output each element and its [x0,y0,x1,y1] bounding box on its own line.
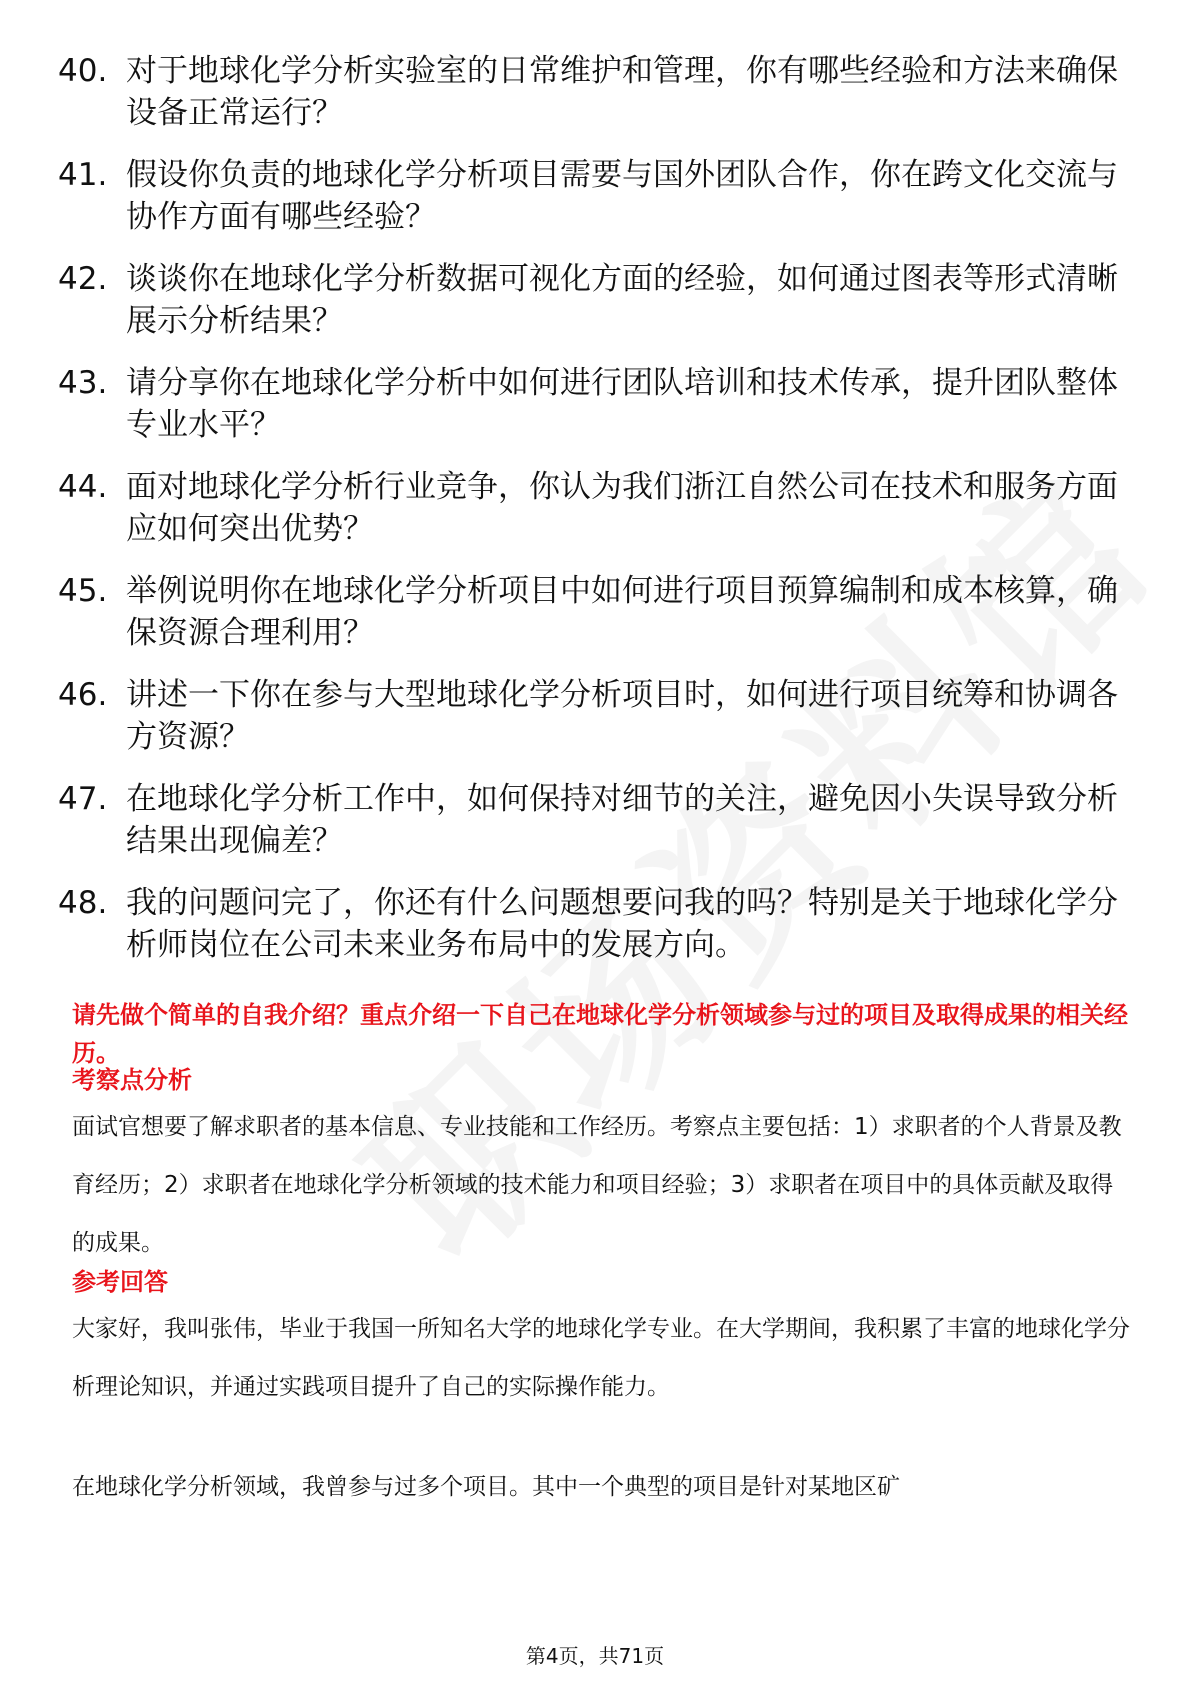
question-number: 43. [58,365,108,401]
list-item [58,362,1138,446]
list-item [58,258,1138,342]
question-list [58,50,1138,986]
list-item [58,570,1138,654]
analysis-title: 考察点分析 [72,1066,192,1094]
question-text: 在地球化学分析工作中，如何保持对细节的关注，避免因小失误导致分析结果出现偏差？ [126,781,1118,859]
question-number: 44. [58,469,108,505]
question-text: 谈谈你在地球化学分析数据可视化方面的经验，如何通过图表等形式清晰展示分析结果？ [126,261,1118,339]
question-number: 40. [58,53,108,89]
list-item [58,466,1138,550]
list-item [58,778,1138,862]
question-text: 讲述一下你在参与大型地球化学分析项目时，如何进行项目统筹和协调各方资源？ [126,677,1118,755]
list-item [58,154,1138,238]
question-number: 45. [58,573,108,609]
question-text: 请分享你在地球化学分析中如何进行团队培训和技术传承，提升团队整体专业水平？ [126,365,1118,443]
question-number: 47. [58,781,108,817]
question-text: 我的问题问完了，你还有什么问题想要问我的吗？特别是关于地球化学分析师岗位在公司未来业务布局中的发展方向。 [126,885,1118,963]
question-text: 假设你负责的地球化学分析项目需要与国外团队合作，你在跨文化交流与协作方面有哪些经验？ [126,157,1118,235]
question-number: 48. [58,885,108,921]
reference-title: 参考回答 [72,1268,168,1296]
question-number: 46. [58,677,108,713]
highlight-question: 请先做个简单的自我介绍？重点介绍一下自己在地球化学分析领域参与过的项目及取得成果的相关经历。 [72,1001,1128,1067]
page-footer: 第4页，共71页 [525,1644,665,1668]
list-item [58,674,1138,758]
analysis-body: 面试官想要了解求职者的基本信息、专业技能和工作经历。考察点主要包括：1）求职者的个人背景及教育经历；2）求职者在地球化学分析领域的技术能力和项目经验；3）求职者在项目中的具体贡献及取得的成果。 [72,1114,1122,1256]
list-item [58,50,1138,134]
question-text: 对于地球化学分析实验室的日常维护和管理，你有哪些经验和方法来确保设备正常运行？ [126,53,1118,131]
question-number: 42. [58,261,108,297]
reference-paragraph-2: 在地球化学分析领域，我曾参与过多个项目。其中一个典型的项目是针对某地区矿 [72,1474,900,1500]
question-text: 面对地球化学分析行业竞争，你认为我们浙江自然公司在技术和服务方面应如何突出优势？ [126,469,1118,547]
question-text: 举例说明你在地球化学分析项目中如何进行项目预算编制和成本核算，确保资源合理利用？ [126,573,1118,651]
list-item [58,882,1138,966]
reference-paragraph-1: 大家好，我叫张伟，毕业于我国一所知名大学的地球化学专业。在大学期间，我积累了丰富的地球化学分析理论知识，并通过实践项目提升了自己的实际操作能力。 [72,1316,1130,1400]
question-number: 41. [58,157,108,193]
